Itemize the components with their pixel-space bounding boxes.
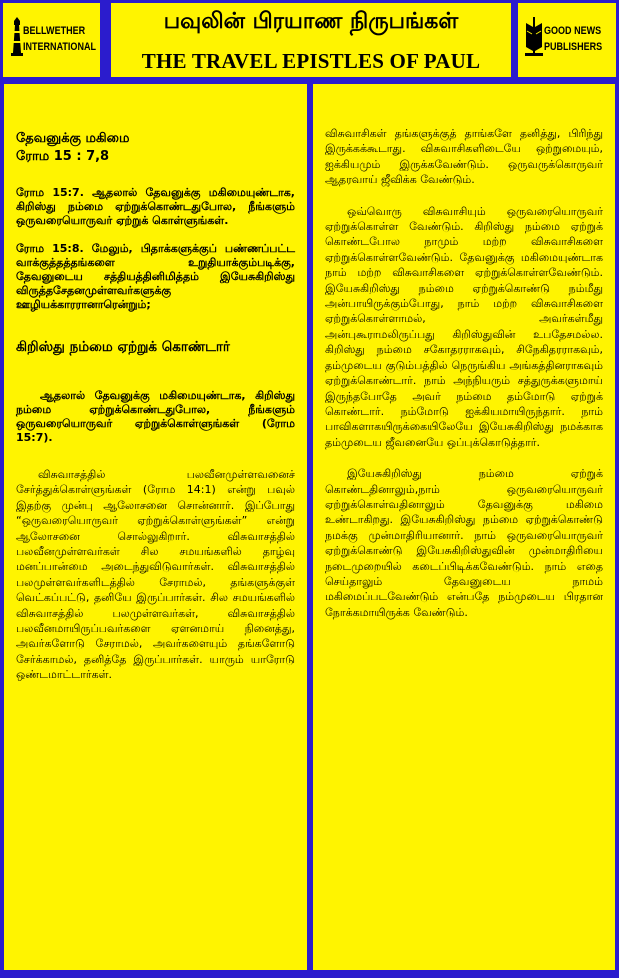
body-paragraph-2: ஒவ்வொரு விசுவாசியும் ஒருவரையொருவர் ஏற்றுக்கொள்ள வேண்டும். கிறிஸ்து நம்மை ஏற்றுக் கொண்டபோல நாமும் மற்ற விசுவாசிகளை ஏற்றுக்கொள்ளவேண்டும். தேவனுக்கு மகிமையுண்டாக நாம் மற்ற விசுவாசிகளை ஏற்றுக்கொள்ளவேண்டும். இயேசுகிறிஸ்து நம்மை ஏற்றுக்கொண்டு நம்மீது அன்பாயிருக்கும்போது, நாம் மற்ற விசுவாசிகளை ஏற்றுக்கொள்ளாமல், அவர்கள்மீது அன்புகூராமலிருப்பது கிறிஸ்துவின் உபதேசமல்ல. கிறிஸ்து நம்மை சகோதரராகவும், சிநேகிதரராகவும், தம்முடைய குடும்பத்தில் நெருங்கிய அங்கத்தினராகவும் ஏற்றுக்கொண்டார். நாம் அந்நியரும் சத்துருக்களுமாய் இருந்தபோதே அவர் நம்மை தம்மோடு ஏற்றுக் கொண்டார். நம்மோடு ஐக்கியமாயிருந்தார். நாம் பாவிகளாகயிருக்கையிலேயே இயேசுகிறிஸ்து நமக்காக தம்முடைய ஜீவனையே ஒப்புக்கொடுத்தார். bbox=[325, 204, 603, 449]
page-header bbox=[0, 0, 619, 80]
body-paragraph-3: இயேசுகிறிஸ்து நம்மை ஏற்றுக் கொண்டதினாலும்,நாம் ஒருவரையொருவர் ஏற்றுக்கொள்வதினாலும் தேவனுக்கு மகிமை உண்டாகிறது. இயேசுகிறிஸ்து நம்மை ஏற்றுக்கொண்டு நமக்கு முன்மாதிரியானார். நாம் ஒருவரையொருவர் ஏற்றுக்கொண்டு இயேசுகிறிஸ்துவின் முன்மாதிரியை நடைமுறையில் கடைப்பிடிக்கவேண்டும். நாம் எதை செய்தாலும் தேவனுடைய நாமம் மகிமைப்படவேண்டும் என்பதே நம்முடைய பிரதான நோக்கமாயிருக்க வேண்டும். bbox=[325, 467, 603, 619]
open-book-icon bbox=[524, 17, 544, 57]
key-verse-quote: ஆதலால் தேவனுக்கு மகிமையுண்டாக, கிறிஸ்து நம்மை ஏற்றுக்கொண்டதுபோல, நீங்களும் ஒருவரையொருவர் ஏற்றுக்கொள்ளுங்கள் (ரோம 15:7). bbox=[16, 389, 295, 444]
verse-7: ரோம 15:7. ஆதலால் தேவனுக்கு மகிமையுண்டாக, கிறிஸ்து நம்மை ஏற்றுக்கொண்டதுபோல, நீங்களும் ஒருவரையொருவர் ஏற்றுக் கொள்ளுங்கள். bbox=[16, 186, 295, 227]
bellwether-logo-text: BELLWETHER INTERNATIONAL bbox=[23, 25, 96, 53]
sub-heading: கிறிஸ்து நம்மை ஏற்றுக் கொண்டார் bbox=[16, 339, 230, 355]
body-paragraph: விசுவாசத்தில் பலவீனமுள்ளவனைச் சேர்த்துக்கொள்ளுங்கள் (ரோம 14:1) என்று பவுல் இதற்கு முன்பு ஆலோசனை சொன்னார். இப்போது “ஒருவரையொருவர் ஏற்றுக்கொள்ளுங்கள்” என்று ஆலோசனை சொல்லுகிறார். விசுவாசத்தில் பலவீனமுள்ளவர்கள் சில சமயங்களில் தாழ்வு மனப்பான்மை அடைந்துவிடுவார்கள். விசுவாசத்தில் பலமுள்ளவர்களிடத்தில் சேராமல், தங்களுக்குள் வெட்கப்பட்டு, தனியே இருப்பார்கள். சில சமயங்களில் விசுவாசத்தில் பலமுள்ளவர்கள், விசுவாசத்தில் பலவீனமாயிருப்பவர்களை ஏளனமாய் நினைத்து, அவர்களோடு சேராமல், அவர்களையும் தங்களோடு சேர்க்காமல், தனித்தே இருப்பார்கள். யாரும் யாரோடு ஒண்டமாட்டார்கள். bbox=[16, 468, 295, 682]
title-tamil: பவுலின் பிரயாண நிருபங்கள் bbox=[163, 9, 459, 34]
title-english: THE TRAVEL EPISTLES OF PAUL bbox=[141, 49, 481, 73]
good-news-logo-text: GOOD NEWS PUBLISHERS bbox=[544, 25, 603, 53]
left-column bbox=[4, 84, 307, 970]
verse-8: ரோம 15:8. மேலும், பிதாக்களுக்குப் பண்ணப்பட்ட வாக்குத்தத்தங்களை உறுதியாக்கும்படிக்கு, தேவனுடைய சத்தியத்தினிமித்தம் இயேசுகிறிஸ்து விருத்தசேதனமுள்ளவர்களுக்கு ஊழியக்காரரானாரென்றும்; bbox=[16, 242, 295, 311]
right-column bbox=[313, 84, 615, 970]
body-paragraph-1: விசுவாசிகள் தங்களுக்குத் தாங்களே தனித்து, பிரிந்து இருக்கக்கூடாது. விசுவாசிகளிடையே ஒற்றுமையும், ஐக்கியமும் இருக்கவேண்டும். ஒருவருக்கொருவர் ஆதரவாய் ஜீவிக்க வேண்டும். bbox=[325, 127, 603, 187]
good-news-logo bbox=[518, 3, 616, 77]
lighthouse-icon bbox=[10, 17, 24, 57]
section-heading: தேவனுக்கு மகிமை ரோம 15 : 7,8 bbox=[16, 131, 130, 164]
title-banner bbox=[111, 3, 511, 77]
bellwether-logo bbox=[3, 3, 100, 77]
